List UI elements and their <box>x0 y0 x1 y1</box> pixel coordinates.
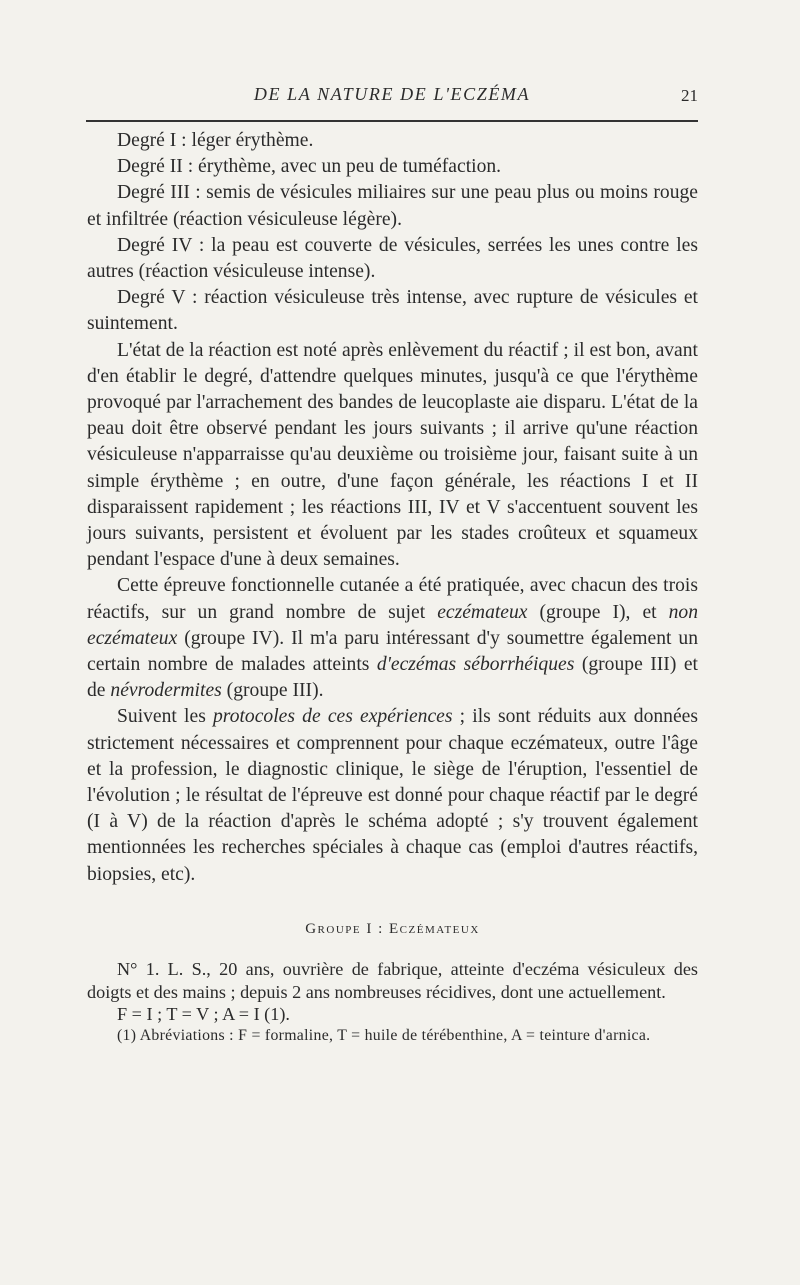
text-run: Suivent les <box>117 706 213 728</box>
text-run: (groupe III). <box>221 680 324 702</box>
footnote-text: Abréviations : F = formaline, T = huile de térébenthine, A = teinture d'arnica. <box>139 1026 651 1044</box>
degree-3: Degré III : semis de vésicules miliaires sur une peau plus ou moins rouge et infiltrée (réaction vésiculeuse légère). <box>87 182 698 230</box>
header-rule <box>86 120 698 122</box>
page-header <box>86 84 698 112</box>
text-run: Cette épreuve fonctionnelle cutanée a été pratiquée, avec chacun des trois réactifs, sur un grand nombre de sujet <box>87 575 698 623</box>
text-run: ; ils sont réduits aux données strictement nécessaires et comprennent pour chaque eczémateux, outre l'âge et la profession, le diagnostic clinique, le siège de l'éruption, l'essentiel de l'évolution ; le résultat de l'épreuve est donné pour chaque réactif par le degré (I à V) de la réaction d'après le schéma adopté ; s'y trouvent également mentionnées les recherches spéciales à chaque cas (emploi d'autres réactifs, biopsies, etc). <box>87 706 698 885</box>
running-title: DE LA NATURE DE L'ECZÉMA <box>253 84 531 104</box>
paragraph-test <box>87 573 698 704</box>
paragraph-reaction-state: L'état de la réaction est noté après enlèvement du réactif ; il est bon, avant d'en établir le degré, d'attendre quelques minutes, jusqu'à ce que l'érythème provoqué par l'arrachement des bandes de leucoplaste aie disparu. L'état de la peau doit être observé pendant les jours suivants ; il arrive qu'une réaction vésiculeuse n'apparraisse qu'au deuxième ou troisième jour, faisant suite à un simple érythème ; en outre, d'une façon générale, les réactions I et II disparaissent rapidement ; les réactions III, IV et V s'accentuent souvent les jours suivants, persistent et évoluent par les stades croûteux et squameux pendant l'espace d'une à deux semaines. <box>87 339 698 571</box>
footnote <box>87 1026 698 1045</box>
group-heading: Groupe I : Eczémateux <box>305 920 480 937</box>
degree-5: Degré V : réaction vésiculeuse très intense, avec rupture de vésicules et suintement. <box>87 287 698 335</box>
italic-term: d'eczémas séborrhéiques <box>376 654 575 676</box>
degree-1: Degré I : léger érythème. <box>117 130 314 151</box>
italic-term: eczémateux <box>437 601 528 623</box>
text-run: (groupe IV). Il m'a paru intéressant d'y soumettre également un certain nombre de malades atteints <box>87 627 698 676</box>
italic-term: non eczémateux <box>87 601 698 649</box>
case-formula: F = I ; T = V ; A = I (1). <box>117 1004 290 1025</box>
paragraph-protocols <box>87 704 698 887</box>
text-run: (groupe III) et de <box>87 654 698 702</box>
case-entry <box>87 958 698 1026</box>
body-text <box>87 128 698 1045</box>
page-number: 21 <box>681 86 698 105</box>
footnote-marker: (1) <box>117 1026 137 1044</box>
italic-term: névrodermites <box>110 680 222 702</box>
degree-2: Degré II : érythème, avec un peu de tuméfaction. <box>117 156 502 178</box>
degree-4: Degré IV : la peau est couverte de vésicules, serrées les unes contre les autres (réaction vésiculeuse intense). <box>87 234 698 283</box>
case-text: N° 1. L. S., 20 ans, ouvrière de fabrique, atteinte d'eczéma vésiculeux des doigts et des mains ; depuis 2 ans nombreuses récidives, dont une actuellement. <box>87 959 698 1002</box>
italic-term: protocoles de ces expériences <box>213 706 453 728</box>
text-run: (groupe I), et <box>527 601 669 623</box>
